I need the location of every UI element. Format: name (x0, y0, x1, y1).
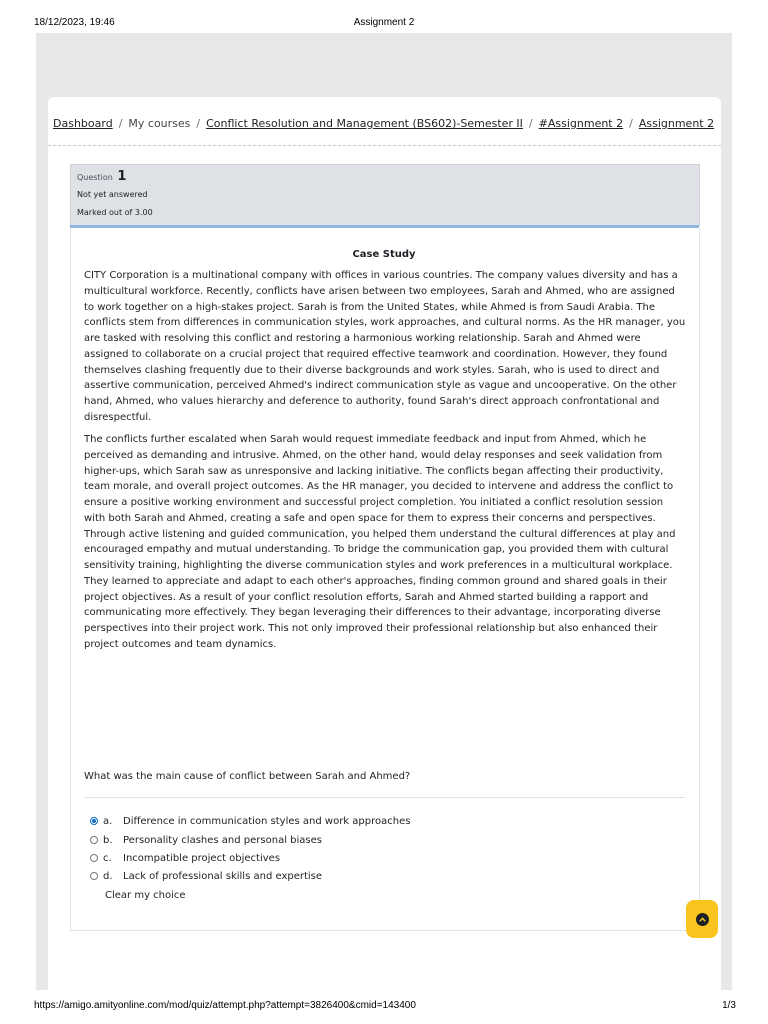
option-d-radio[interactable] (90, 872, 98, 880)
question-number (77, 169, 126, 184)
option-b[interactable] (90, 832, 322, 848)
breadcrumb-assignment-section[interactable]: #Assignment 2 (538, 117, 624, 130)
breadcrumb-separator: / (196, 117, 201, 130)
option-letter: a. (103, 815, 113, 827)
question-state: Not yet answered (77, 190, 148, 199)
option-text: Personality clashes and personal biases (123, 834, 322, 846)
breadcrumb-separator: / (528, 117, 533, 130)
option-letter: d. (103, 870, 113, 882)
clear-choice-link[interactable]: Clear my choice (105, 890, 186, 901)
breadcrumb-dashboard[interactable]: Dashboard (53, 117, 113, 130)
back-to-top-button[interactable] (686, 900, 718, 938)
breadcrumb-separator: / (118, 117, 123, 130)
option-b-radio[interactable] (90, 836, 98, 844)
breadcrumb-course[interactable]: Conflict Resolution and Management (BS602)-Semester II (206, 117, 523, 130)
print-doc-title: Assignment 2 (353, 17, 415, 28)
case-study-paragraph-2: The conflicts further escalated when Sarah would request immediate feedback and input from Ahmed, which he perceived as demanding and intrusive. Ahmed, on the other hand, would delay responses and seek validation from higher-ups, which Sarah saw as unresponsive and lacking initiative. The conflicts began affecting their productivity, team morale, and overall project outcomes. As the HR manager, you decided to intervene and address the conflict to ensure a positive working environment and successful project completion. You initiated a conflict resolution session with both Sarah and Ahmed, creating a safe and open space for them to express their concerns and perspectives. Through active listening and guided communication, you helped them understand the cultural differences at play and encouraged empathy and mutual understanding. To bridge the communication gap, you provided them with cultural sensitivity training, highlighting the diverse communication styles and work preferences in a multicultural workplace. They learned to appreciate and adapt to each other's approaches, finding common ground and shared goals in their project objectives. As a result of your conflict resolution efforts, Sarah and Ahmed started building a rapport and communicating more effectively. They began leveraging their differences to their advantage, incorporating diverse perspectives into their project work. This not only improved their professional relationship but also enhanced their project outcomes and team dynamics. (84, 434, 676, 650)
print-url: https://amigo.amityonline.com/mod/quiz/attempt.php?attempt=3826400&cmid=143400 (34, 1000, 416, 1011)
option-a[interactable] (90, 813, 410, 829)
chevron-up-icon (696, 913, 709, 926)
breadcrumb-assignment[interactable]: Assignment 2 (638, 117, 715, 130)
print-datetime: 18/12/2023, 19:46 (34, 17, 115, 28)
question-grade: Marked out of 3.00 (77, 208, 153, 217)
print-footer (0, 994, 768, 1024)
option-text: Lack of professional skills and expertise (123, 870, 323, 882)
print-page-number: 1/3 (722, 1000, 736, 1011)
case-study-paragraph-1: CITY Corporation is a multinational company with offices in various countries. The company values diversity and has a multicultural workforce. Recently, conflicts have arisen between two employees, Sarah and Ahmed, who are assigned to work together on a high-stakes project. Sarah is from the United States, while Ahmed is from Saudi Arabia. The conflicts stem from differences in communication styles, work approaches, and cultural norms. As the HR manager, you are tasked with resolving this conflict and restoring a harmonious working relationship. Sarah and Ahmed were assigned to collaborate on a crucial project that required effective teamwork and coordination. However, they found themselves clashing frequently due to their diverse backgrounds and work styles. Sarah, who is used to direct and assertive communication, perceived Ahmed's indirect communication style as vague and uncooperative. On the other hand, Ahmed, who values hierarchy and deference to authority, found Sarah's direct approach confrontational and disrespectful. (84, 270, 686, 423)
option-text: Difference in communication styles and work approaches (123, 815, 411, 827)
question-divider (84, 797, 685, 798)
question-text: What was the main cause of conflict between Sarah and Ahmed? (84, 771, 411, 782)
breadcrumb-my-courses: My courses (128, 117, 191, 130)
option-text: Incompatible project objectives (123, 852, 281, 864)
option-c-radio[interactable] (90, 854, 98, 862)
breadcrumb (53, 117, 714, 130)
option-letter: b. (103, 834, 113, 846)
option-d[interactable] (90, 868, 322, 884)
question-info (70, 164, 700, 226)
option-letter: c. (103, 852, 112, 864)
question-number-value: 1 (117, 169, 127, 184)
option-a-radio[interactable] (90, 817, 98, 825)
option-c[interactable] (90, 850, 280, 866)
print-header (0, 0, 768, 30)
breadcrumb-divider (48, 145, 721, 146)
question-label: Question (77, 173, 113, 182)
case-study-title: Case Study (352, 249, 416, 260)
breadcrumb-separator: / (629, 117, 633, 130)
